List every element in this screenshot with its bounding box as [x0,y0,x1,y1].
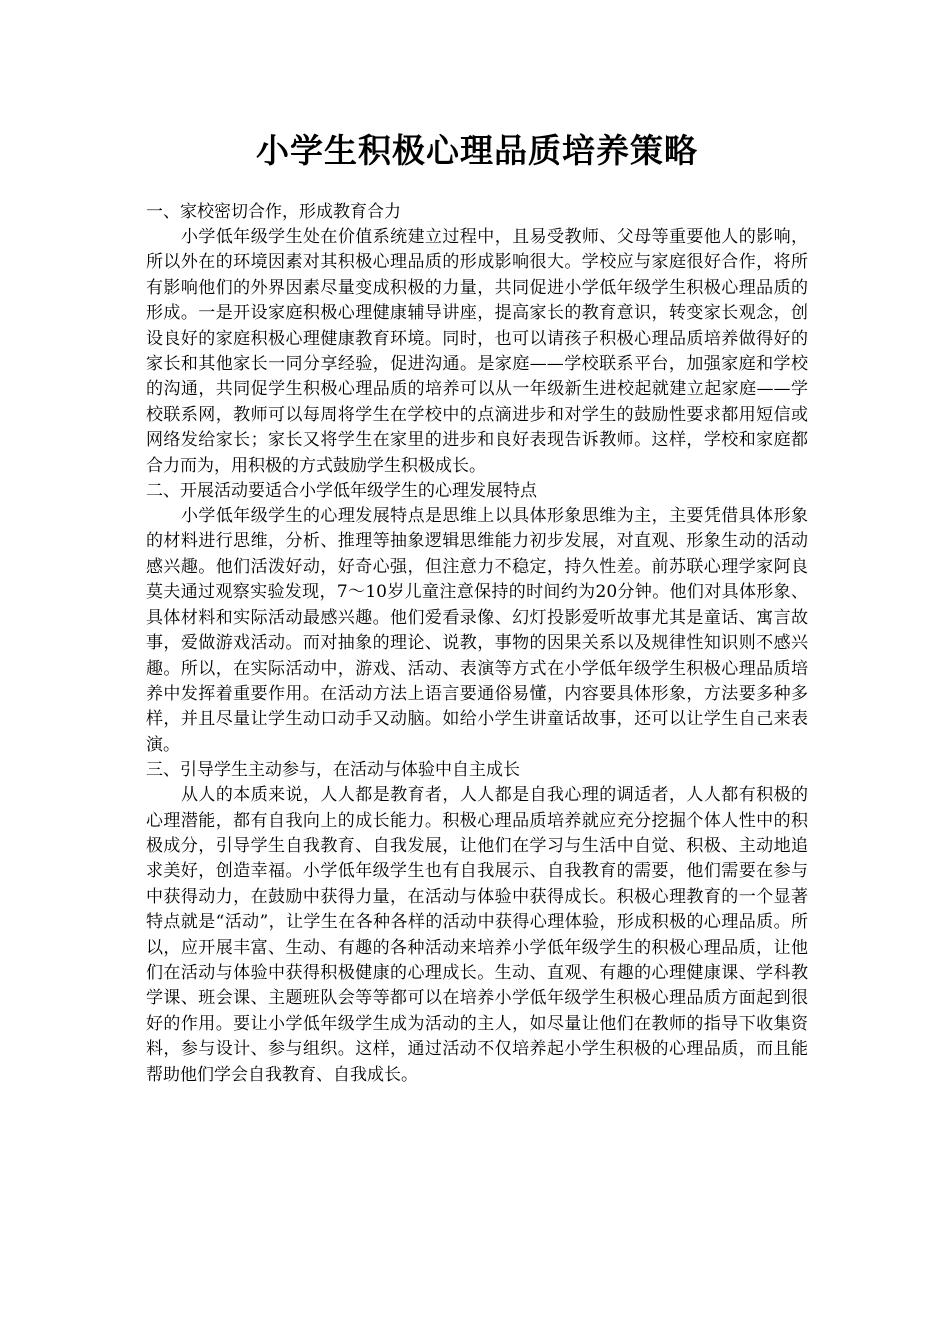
section-1 [146,200,808,479]
section-paragraph: 小学低年级学生的心理发展特点是思维上以具体形象思维为主，主要凭借具体形象的材料进行思维，分析、推理等抽象逻辑思维能力初步发展，对直观、形象生动的活动感兴趣。他们活泼好动，好奇心强，但注意力不稳定，持久性差。前苏联心理学家阿良莫夫通过观察实验发现，7～10岁儿童注意保持的时间约为20分钟。他们对具体形象、具体材料和实际活动最感兴趣。他们爱看录像、幻灯投影爱听故事尤其是童话、寓言故事，爱做游戏活动。而对抽象的理论、说教，事物的因果关系以及规律性知识则不感兴趣。所以，在实际活动中，游戏、活动、表演等方式在小学低年级学生积极心理品质培养中发挥着重要作用。在活动方法上语言要通俗易懂，内容要具体形象，方法要多种多样，并且尽量让学生动口动手又动脑。如给小学生讲童话故事，还可以让学生自己来表演。 [146,506,808,755]
document-title: 小学生积极心理品质培养策略 [256,131,698,170]
document-page [146,128,808,1088]
section-heading: 二、开展活动要适合小学低年级学生的心理发展特点 [146,481,537,502]
section-heading: 一、家校密切合作，形成教育合力 [146,202,401,222]
section-3 [146,758,808,1088]
section-heading: 三、引导学生主动参与，在活动与体验中自主成长 [146,760,520,781]
section-2 [146,479,808,758]
section-paragraph: 小学低年级学生处在价值系统建立过程中，且易受教师、父母等重要他人的影响，所以外在的环境因素对其积极心理品质的形成影响很大。学校应与家庭很好合作，将所有影响他们的外界因素尽量变成积极的力量，共同促进小学低年级学生积极心理品质的形成。一是开设家庭积极心理健康辅导讲座，提高家长的教育意识，转变家长观念，创设良好的家庭积极心理健康教育环境。同时，也可以请孩子积极心理品质培养做得好的家长和其他家长一同分享经验，促进沟通。是家庭——学校联系平台，加强家庭和学校的沟通，共同促学生积极心理品质的培养可以从一年级新生进校起就建立起家庭——学校联系网，教师可以每周将学生在学校中的点滴进步和对学生的鼓励性要求都用短信或网络发给家长；家长又将学生在家里的进步和良好表现告诉教师。这样，学校和家庭都合力而为，用积极的方式鼓励学生积极成长。 [146,227,808,476]
section-paragraph: 从人的本质来说，人人都是教育者，人人都是自我心理的调适者，人人都有积极的心理潜能，都有自我向上的成长能力。积极心理品质培养就应充分挖掘个体人性中的积极成分，引导学生自我教育、自我发展，让他们在学习与生活中自觉、积极、主动地追求美好，创造幸福。小学低年级学生也有自我展示、自我教育的需要，他们需要在参与中获得动力，在鼓励中获得力量，在活动与体验中获得成长。积极心理教育的一个显著特点就是“活动”，让学生在各种各样的活动中获得心理体验，形成积极的心理品质。所以，应开展丰富、生动、有趣的各种活动来培养小学低年级学生的积极心理品质，让他们在活动与体验中获得积极健康的心理成长。生动、直观、有趣的心理健康课、学科教学课、班会课、主题班队会等等都可以在培养小学低年级学生积极心理品质方面起到很好的作用。要让小学低年级学生成为活动的主人，如尽量让他们在教师的指导下收集资料，参与设计、参与组织。这样，通过活动不仅培养起小学生积极的心理品质，而且能帮助他们学会自我教育、自我成长。 [146,785,808,1085]
